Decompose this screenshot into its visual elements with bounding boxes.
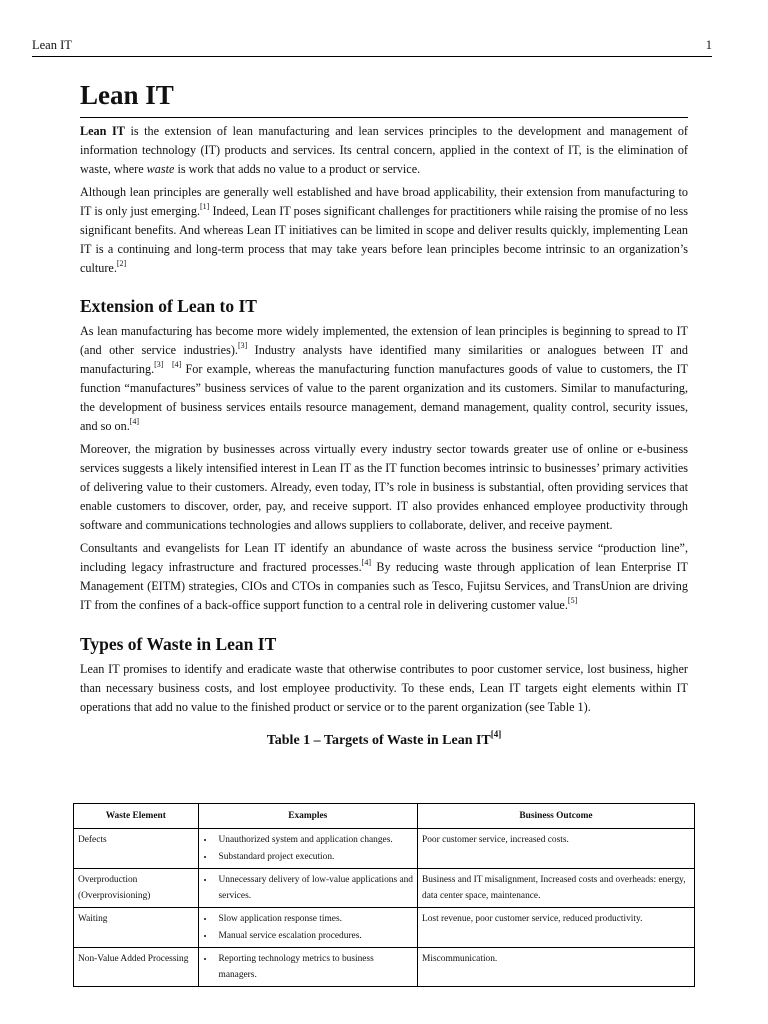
outcome-cell: Lost revenue, poor customer service, reduced productivity.	[418, 908, 695, 948]
example-item: • Reporting technology metrics to business managers.	[215, 951, 413, 983]
citation-link[interactable]: [4]	[490, 729, 502, 740]
outcome-cell: Business and IT misalignment, Increased costs and overheads: energy, data center space, maintenance.	[418, 869, 695, 908]
section-heading-waste: Types of Waste in Lean IT	[80, 634, 277, 654]
citation-link[interactable]: [3]	[154, 359, 164, 369]
waste-element-cell: Overproduction (Overprovisioning)	[74, 869, 199, 908]
example-item: • Unauthorized system and application changes.	[215, 832, 413, 848]
intro-paragraph-1: Lean IT is the extension of lean manufacturing and lean services principles to the development and management of information technology (IT) products and services. Its central concern, applied in the context of IT, is the elimination of waste, where waste is work that adds no value to a product or service.	[80, 124, 688, 176]
page-header	[32, 38, 712, 57]
outcome-cell: Poor customer service, increased costs.	[418, 829, 695, 869]
table-row	[74, 908, 695, 948]
examples-cell	[198, 869, 417, 908]
waste-element-cell: Waiting	[74, 908, 199, 948]
citation-link[interactable]: [4]	[361, 557, 371, 567]
citation-link[interactable]: [3]	[237, 340, 248, 350]
extension-paragraph-2: Moreover, the migration by businesses across virtually every industry sector towards greater use of online or e-business services suggests a likely intensified interest in Lean IT as the IT function becomes intrinsic to businesses’ primary activities of delivering value to their customers. Already, even today, IT’s role in business is substantial, often providing services that enable customers to discover, order, pay, and receive support. IT also provides enhanced employee productivity through software and communications technologies and allows suppliers to collaborate, deliver, and receive payment.	[80, 442, 688, 532]
example-item: • Substandard project execution.	[215, 849, 413, 865]
example-item: • Slow application response times.	[215, 911, 413, 927]
citation-link[interactable]: [1]	[200, 201, 210, 211]
extension-paragraph-3: Consultants and evangelists for Lean IT identify an abundance of waste across the business service “production line”, including legacy infrastructure and fractured processes.[4] By reducing waste through application of lean Enterprise IT Management (EITM) strategies, CIOs and CTOs in companies such as Tesco, Fujitsu Services, and TransUnion are driving IT from the confines of a back-office support function to a central role in delivering customer value.[5]	[80, 541, 688, 612]
page-title: Lean IT	[80, 78, 688, 118]
lead-term: Lean IT	[80, 124, 125, 138]
citation-link[interactable]: [5]	[567, 595, 578, 605]
page-number: 1	[705, 38, 712, 52]
section-heading-extension: Extension of Lean to IT	[80, 296, 257, 316]
table-header-row	[74, 804, 695, 829]
emphasis-waste: waste	[146, 162, 175, 176]
examples-cell	[198, 948, 417, 987]
waste-paragraph-1: Lean IT promises to identify and eradicate waste that otherwise contributes to poor customer service, lost business, higher than necessary business costs, and lost employee productivity. To these ends, Lean IT targets eight elements within IT operations that add no value to the finished product or service or to the parent organization (see Table 1).	[80, 662, 688, 714]
table-caption: Table 1 – Targets of Waste in Lean IT[4]	[266, 729, 502, 748]
citation-link[interactable]: [4]	[171, 359, 182, 369]
outcome-cell: Miscommunication.	[418, 948, 695, 987]
waste-element-cell: Non-Value Added Processing	[74, 948, 199, 987]
examples-cell	[198, 829, 417, 869]
examples-cell	[198, 908, 417, 948]
table-row	[74, 869, 695, 908]
waste-targets-table	[73, 803, 695, 987]
waste-element-cell: Defects	[74, 829, 199, 869]
citation-link[interactable]: [4]	[129, 416, 140, 426]
column-header: Business Outcome	[418, 804, 695, 829]
column-header: Examples	[198, 804, 417, 829]
example-item: • Manual service escalation procedures.	[215, 928, 413, 944]
citation-link[interactable]: [2]	[116, 258, 127, 268]
example-item: • Unnecessary delivery of low-value applications and services.	[215, 872, 413, 904]
table-row	[74, 829, 695, 869]
table-row	[74, 948, 695, 987]
running-title: Lean IT	[32, 38, 72, 52]
extension-paragraph-1: As lean manufacturing has become more widely implemented, the extension of lean principles is beginning to spread to IT (and other service industries).[3] Industry analysts have identified many similarities or analogues between IT and manufacturing.[3] [4] For example, whereas the manufacturing function manufactures goods of value to customers, the IT function “manufactures” business services of value to the parent organization and its customers. Similar to manufacturing, the development of business services entails resource management, demand management, quality control, security issues, and so on.[4]	[80, 324, 688, 433]
column-header: Waste Element	[74, 804, 199, 829]
intro-paragraph-2: Although lean principles are generally well established and have broad applicability, their extension from manufacturing to IT is only just emerging.[1] Indeed, Lean IT poses significant challenges for practitioners while raising the promise of no less significant benefits. And whereas Lean IT initiatives can be limited in scope and deliver results quickly, implementing Lean IT is a continuing and long-term process that may take years before lean principles become intrinsic to an organization’s culture.[2]	[80, 185, 688, 275]
article-body	[80, 78, 688, 750]
